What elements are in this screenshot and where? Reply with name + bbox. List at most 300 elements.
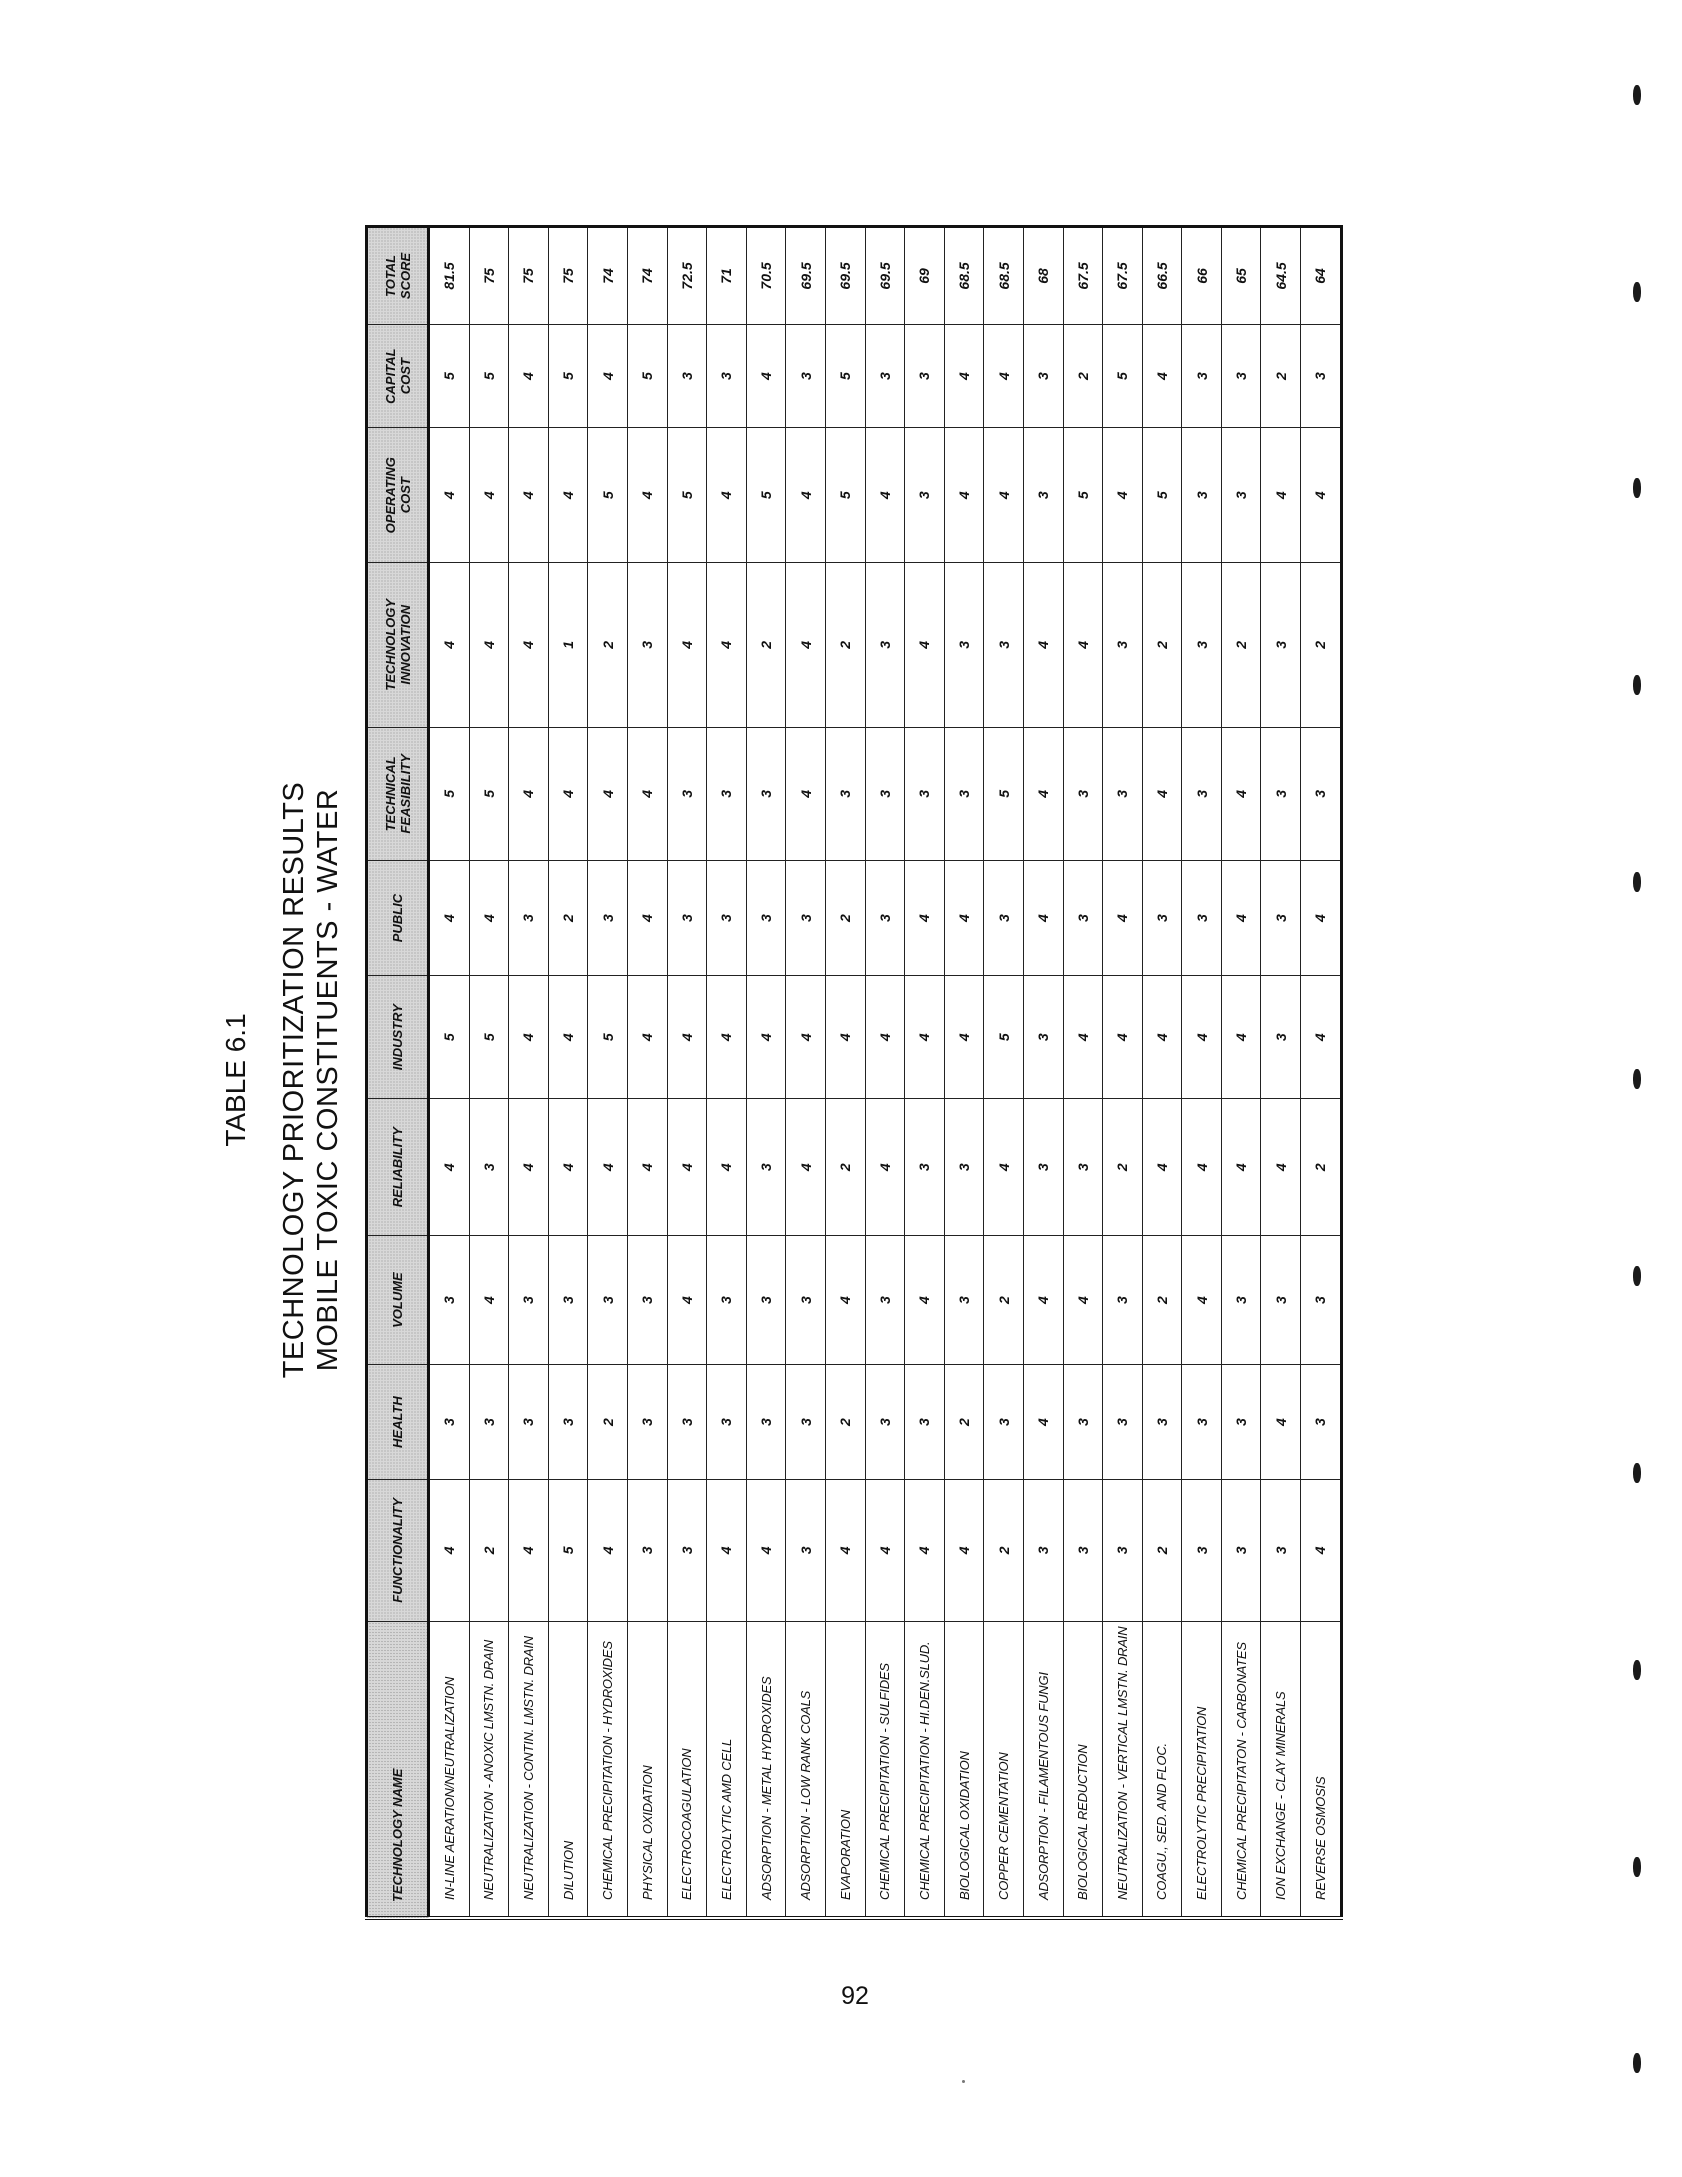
score-cell: 3	[548, 1236, 588, 1365]
score-cell: 3	[429, 1236, 470, 1365]
score-cell: 3	[1301, 1236, 1342, 1365]
total-score-cell: 70.5	[746, 227, 786, 325]
margin-mark	[1633, 1266, 1641, 1286]
score-cell: 3	[786, 861, 826, 976]
table-row	[1261, 227, 1301, 1919]
technology-name-cell: DILUTION	[548, 1621, 588, 1918]
score-cell: 4	[1142, 727, 1182, 860]
technology-name-cell: ELECTROLYTIC AMD CELL	[707, 1621, 747, 1918]
score-cell: 3	[1182, 1365, 1222, 1480]
score-cell: 3	[1063, 727, 1103, 860]
score-cell: 4	[1103, 976, 1143, 1099]
score-cell: 4	[548, 976, 588, 1099]
header-line: FEASIBILITY	[397, 754, 413, 834]
total-score-cell: 68.5	[984, 227, 1024, 325]
score-cell: 4	[707, 976, 747, 1099]
technology-name-cell: ADSORPTION - METAL HYDROXIDES	[746, 1621, 786, 1918]
score-cell: 4	[1182, 1236, 1222, 1365]
score-cell: 3	[865, 1236, 905, 1365]
score-cell: 3	[627, 563, 667, 728]
technology-name-cell: BIOLOGICAL REDUCTION	[1063, 1621, 1103, 1918]
margin-mark	[1633, 478, 1641, 498]
score-cell: 3	[786, 1236, 826, 1365]
score-cell: 2	[1261, 324, 1301, 428]
technology-name-cell: REVERSE OSMOSIS	[1301, 1621, 1342, 1918]
margin-mark	[1633, 282, 1641, 302]
table-row	[707, 227, 747, 1919]
total-score-cell: 74	[588, 227, 628, 325]
table-row	[469, 227, 509, 1919]
score-cell: 4	[509, 324, 549, 428]
score-cell: 4	[667, 1236, 707, 1365]
technology-name-cell: CHEMICAL PRECIPITATION - SULFIDES	[865, 1621, 905, 1918]
score-cell: 4	[588, 1099, 628, 1236]
score-cell: 4	[1221, 976, 1261, 1099]
score-cell: 4	[707, 1099, 747, 1236]
score-cell: 3	[786, 1365, 826, 1480]
margin-mark	[1633, 1069, 1641, 1089]
technology-name-cell: BIOLOGICAL OXIDATION	[944, 1621, 984, 1918]
score-cell: 4	[865, 1099, 905, 1236]
score-cell: 4	[984, 428, 1024, 563]
score-cell: 3	[1261, 1236, 1301, 1365]
score-cell: 2	[944, 1365, 984, 1480]
score-cell: 3	[905, 1099, 945, 1236]
score-cell: 4	[1182, 1099, 1222, 1236]
score-cell: 3	[865, 324, 905, 428]
score-cell: 4	[667, 976, 707, 1099]
margin-mark	[1633, 2053, 1641, 2073]
score-cell: 2	[825, 563, 865, 728]
total-score-cell: 71	[707, 227, 747, 325]
score-cell: 3	[1063, 1480, 1103, 1622]
table-row	[1023, 227, 1063, 1919]
score-cell: 3	[865, 1365, 905, 1480]
header-line: OPERATING	[382, 457, 398, 534]
score-cell: 3	[1182, 727, 1222, 860]
score-cell: 3	[1142, 861, 1182, 976]
score-cell: 3	[1221, 1236, 1261, 1365]
score-cell: 3	[944, 563, 984, 728]
header-public: PUBLIC	[367, 861, 429, 976]
header-line: SCORE	[397, 252, 413, 300]
score-cell: 2	[825, 1099, 865, 1236]
score-cell: 4	[786, 428, 826, 563]
prioritization-table	[365, 225, 1343, 1920]
score-cell: 3	[905, 727, 945, 860]
total-score-cell: 68	[1023, 227, 1063, 325]
header-total-score	[367, 227, 429, 325]
score-cell: 3	[1103, 727, 1143, 860]
score-cell: 4	[707, 1480, 747, 1622]
score-cell: 4	[627, 727, 667, 860]
score-cell: 3	[588, 861, 628, 976]
score-cell: 2	[1142, 563, 1182, 728]
total-score-cell: 67.5	[1103, 227, 1143, 325]
score-cell: 4	[1301, 428, 1342, 563]
score-cell: 2	[1301, 563, 1342, 728]
score-cell: 5	[548, 324, 588, 428]
score-cell: 3	[1261, 976, 1301, 1099]
score-cell: 4	[865, 1480, 905, 1622]
score-cell: 4	[905, 563, 945, 728]
score-cell: 3	[944, 1236, 984, 1365]
header-line: INNOVATION	[397, 604, 413, 685]
technology-name-cell: ELECTROLYTIC PRECIPITATION	[1182, 1621, 1222, 1918]
total-score-cell: 67.5	[1063, 227, 1103, 325]
total-score-cell: 69.5	[786, 227, 826, 325]
score-cell: 5	[667, 428, 707, 563]
header-line: TECHNOLOGY	[382, 598, 398, 691]
score-cell: 3	[786, 324, 826, 428]
technology-name-cell: CHEMICAL PRECIPITATION - HYDROXIDES	[588, 1621, 628, 1918]
score-cell: 2	[1142, 1480, 1182, 1622]
score-cell: 2	[825, 1365, 865, 1480]
score-cell: 2	[1221, 563, 1261, 728]
total-score-cell: 66	[1182, 227, 1222, 325]
score-cell: 3	[429, 1365, 470, 1480]
score-cell: 4	[509, 563, 549, 728]
score-cell: 4	[1063, 1236, 1103, 1365]
technology-name-cell: ELECTROCOAGULATION	[667, 1621, 707, 1918]
score-cell: 3	[865, 563, 905, 728]
technology-name-cell: PHYSICAL OXIDATION	[627, 1621, 667, 1918]
score-cell: 5	[1142, 428, 1182, 563]
score-cell: 3	[548, 1365, 588, 1480]
score-cell: 4	[429, 1480, 470, 1622]
score-cell: 3	[1023, 428, 1063, 563]
score-cell: 3	[746, 1236, 786, 1365]
score-cell: 2	[548, 861, 588, 976]
total-score-cell: 72.5	[667, 227, 707, 325]
total-score-cell: 64	[1301, 227, 1342, 325]
header-capital-cost	[367, 324, 429, 428]
score-cell: 3	[984, 1365, 1024, 1480]
score-cell: 4	[1142, 324, 1182, 428]
technology-name-cell: NEUTRALIZATION - ANOXIC LMSTN. DRAIN	[469, 1621, 509, 1918]
technology-name-cell: NEUTRALIZATION - CONTIN. LMSTN. DRAIN	[509, 1621, 549, 1918]
table-row	[509, 227, 549, 1919]
score-cell: 4	[1103, 428, 1143, 563]
score-cell: 5	[469, 727, 509, 860]
score-cell: 3	[627, 1236, 667, 1365]
total-score-cell: 69.5	[865, 227, 905, 325]
table-row	[1063, 227, 1103, 1919]
score-cell: 5	[429, 324, 470, 428]
score-cell: 3	[667, 1365, 707, 1480]
table-row	[1301, 227, 1342, 1919]
score-cell: 3	[944, 727, 984, 860]
table-row	[1182, 227, 1222, 1919]
score-cell: 3	[1103, 1365, 1143, 1480]
score-cell: 3	[588, 1236, 628, 1365]
score-cell: 3	[667, 1480, 707, 1622]
score-cell: 3	[707, 1236, 747, 1365]
score-cell: 4	[944, 861, 984, 976]
header-technology-name: TECHNOLOGY NAME	[367, 1621, 429, 1918]
score-cell: 4	[1221, 861, 1261, 976]
score-cell: 2	[1301, 1099, 1342, 1236]
score-cell: 5	[984, 976, 1024, 1099]
score-cell: 4	[429, 861, 470, 976]
score-cell: 3	[627, 1365, 667, 1480]
table-row	[588, 227, 628, 1919]
score-cell: 3	[1103, 1480, 1143, 1622]
score-cell: 5	[548, 1480, 588, 1622]
score-cell: 3	[1261, 727, 1301, 860]
score-cell: 3	[1221, 324, 1261, 428]
score-cell: 3	[707, 324, 747, 428]
score-cell: 3	[627, 1480, 667, 1622]
score-cell: 3	[707, 1365, 747, 1480]
score-cell: 4	[509, 976, 549, 1099]
score-cell: 4	[746, 1480, 786, 1622]
score-cell: 5	[469, 976, 509, 1099]
score-cell: 3	[1182, 1480, 1222, 1622]
table-title-line-2: MOBILE TOXIC CONSTITUENTS - WATER	[312, 788, 344, 1372]
score-cell: 3	[905, 324, 945, 428]
score-cell: 3	[746, 1099, 786, 1236]
score-cell: 4	[865, 428, 905, 563]
score-cell: 4	[1301, 976, 1342, 1099]
score-cell: 4	[825, 1480, 865, 1622]
score-cell: 4	[1063, 563, 1103, 728]
score-cell: 4	[1301, 1480, 1342, 1622]
total-score-cell: 69	[905, 227, 945, 325]
total-score-cell: 66.5	[1142, 227, 1182, 325]
score-cell: 2	[469, 1480, 509, 1622]
score-cell: 4	[1023, 1365, 1063, 1480]
table-row	[429, 227, 470, 1919]
technology-name-cell: COPPER CEMENTATION	[984, 1621, 1024, 1918]
score-cell: 4	[825, 976, 865, 1099]
score-cell: 4	[944, 976, 984, 1099]
score-cell: 4	[905, 1236, 945, 1365]
score-cell: 3	[1023, 1480, 1063, 1622]
table-row	[825, 227, 865, 1919]
score-cell: 4	[1261, 428, 1301, 563]
table-row	[548, 227, 588, 1919]
score-cell: 3	[1182, 861, 1222, 976]
table-row	[746, 227, 786, 1919]
score-cell: 2	[825, 861, 865, 976]
score-cell: 4	[1142, 976, 1182, 1099]
margin-mark	[1633, 85, 1641, 105]
score-cell: 4	[746, 976, 786, 1099]
header-line: COST	[397, 358, 413, 395]
score-cell: 3	[1221, 1365, 1261, 1480]
score-cell: 5	[1103, 324, 1143, 428]
score-cell: 4	[786, 563, 826, 728]
score-cell: 3	[509, 861, 549, 976]
table-row	[1221, 227, 1261, 1919]
score-cell: 3	[984, 861, 1024, 976]
technology-name-cell: ION EXCHANGE - CLAY MINERALS	[1261, 1621, 1301, 1918]
score-cell: 3	[1142, 1365, 1182, 1480]
score-cell: 3	[865, 727, 905, 860]
score-cell: 3	[1261, 563, 1301, 728]
technology-name-cell: EVAPORATION	[825, 1621, 865, 1918]
score-cell: 4	[1023, 563, 1063, 728]
header-line: COST	[397, 477, 413, 514]
margin-mark	[1633, 1660, 1641, 1680]
score-cell: 3	[746, 861, 786, 976]
header-volume: VOLUME	[367, 1236, 429, 1365]
score-cell: 3	[1063, 861, 1103, 976]
technology-name-cell: IN-LINE AERATION/NEUTRALIZATION	[429, 1621, 470, 1918]
table-id: TABLE 6.1	[220, 1013, 251, 1147]
score-cell: 5	[588, 428, 628, 563]
technology-name-cell: CHEMICAL PRECIPITATION - HI.DEN.SLUD.	[905, 1621, 945, 1918]
score-cell: 4	[905, 1480, 945, 1622]
score-cell: 2	[1063, 324, 1103, 428]
score-cell: 4	[905, 861, 945, 976]
total-score-cell: 69.5	[825, 227, 865, 325]
score-cell: 5	[469, 324, 509, 428]
score-cell: 4	[707, 428, 747, 563]
margin-mark	[1633, 675, 1641, 695]
header-line: TOTAL	[382, 254, 398, 297]
score-cell: 4	[1261, 1099, 1301, 1236]
score-cell: 3	[1221, 428, 1261, 563]
header-reliability: RELIABILITY	[367, 1099, 429, 1236]
page-number: 92	[841, 1982, 869, 2010]
score-cell: 5	[825, 428, 865, 563]
total-score-cell: 65	[1221, 227, 1261, 325]
score-cell: 3	[667, 324, 707, 428]
score-cell: 4	[1142, 1099, 1182, 1236]
score-cell: 4	[509, 727, 549, 860]
score-cell: 3	[469, 1365, 509, 1480]
score-cell: 3	[667, 861, 707, 976]
total-score-cell: 75	[509, 227, 549, 325]
technology-name-cell: ADSORPTION - FILAMENTOUS FUNGI	[1023, 1621, 1063, 1918]
score-cell: 2	[588, 563, 628, 728]
score-cell: 3	[1023, 976, 1063, 1099]
table-row	[944, 227, 984, 1919]
score-cell: 3	[746, 727, 786, 860]
score-cell: 5	[627, 324, 667, 428]
technology-name-cell: NEUTRALIZATION - VERTICAL LMSTN. DRAIN	[1103, 1621, 1143, 1918]
score-cell: 3	[1023, 1099, 1063, 1236]
score-cell: 3	[825, 727, 865, 860]
score-cell: 4	[667, 563, 707, 728]
score-cell: 3	[1023, 324, 1063, 428]
score-cell: 4	[469, 1236, 509, 1365]
score-cell: 4	[469, 861, 509, 976]
score-cell: 3	[905, 1365, 945, 1480]
header-functionality: FUNCTIONALITY	[367, 1480, 429, 1622]
table-row	[667, 227, 707, 1919]
header-line: CAPITAL	[382, 348, 398, 404]
score-cell: 4	[588, 727, 628, 860]
score-cell: 3	[865, 861, 905, 976]
score-cell: 3	[707, 861, 747, 976]
score-cell: 3	[667, 727, 707, 860]
score-cell: 4	[627, 428, 667, 563]
score-cell: 2	[746, 563, 786, 728]
score-cell: 4	[469, 563, 509, 728]
header-technical-feasibility	[367, 727, 429, 860]
score-cell: 2	[1103, 1099, 1143, 1236]
table-title-line-1: TECHNOLOGY PRIORITIZATION RESULTS	[278, 781, 310, 1379]
score-cell: 4	[865, 976, 905, 1099]
header-row	[367, 227, 429, 1919]
score-cell: 4	[429, 1099, 470, 1236]
table-row	[1103, 227, 1143, 1919]
score-cell: 4	[707, 563, 747, 728]
score-cell: 4	[1023, 861, 1063, 976]
score-cell: 4	[1103, 861, 1143, 976]
score-cell: 4	[509, 1099, 549, 1236]
score-cell: 4	[1301, 861, 1342, 976]
rotated-table-area	[220, 200, 1420, 1960]
score-cell: 3	[1221, 1480, 1261, 1622]
margin-mark	[1633, 1463, 1641, 1483]
header-technology-innovation	[367, 563, 429, 728]
score-cell: 3	[1063, 1099, 1103, 1236]
score-cell: 3	[1103, 1236, 1143, 1365]
score-cell: 5	[825, 324, 865, 428]
score-cell: 3	[1103, 563, 1143, 728]
score-cell: 4	[627, 1099, 667, 1236]
score-cell: 3	[944, 1099, 984, 1236]
total-score-cell: 68.5	[944, 227, 984, 325]
score-cell: 4	[548, 727, 588, 860]
technology-name-cell: ADSORPTION - LOW RANK COALS	[786, 1621, 826, 1918]
table-row	[865, 227, 905, 1919]
score-cell: 3	[707, 727, 747, 860]
score-cell: 3	[1301, 727, 1342, 860]
score-cell: 4	[944, 324, 984, 428]
table-row	[627, 227, 667, 1919]
table-row	[905, 227, 945, 1919]
score-cell: 2	[984, 1480, 1024, 1622]
technology-name-cell: COAGU., SED. AND FLOC.	[1142, 1621, 1182, 1918]
score-cell: 4	[429, 428, 470, 563]
score-cell: 4	[984, 1099, 1024, 1236]
score-cell: 4	[588, 1480, 628, 1622]
score-cell: 3	[1182, 324, 1222, 428]
score-cell: 4	[1023, 1236, 1063, 1365]
score-cell: 3	[509, 1236, 549, 1365]
score-cell: 3	[1301, 324, 1342, 428]
score-cell: 2	[984, 1236, 1024, 1365]
score-cell: 4	[627, 861, 667, 976]
table-row	[984, 227, 1024, 1919]
total-score-cell: 75	[548, 227, 588, 325]
technology-name-cell: CHEMICAL PRECIPITATON - CARBONATES	[1221, 1621, 1261, 1918]
score-cell: 4	[825, 1236, 865, 1365]
score-cell: 4	[509, 1480, 549, 1622]
header-line: TECHNICAL	[382, 756, 398, 832]
score-cell: 5	[588, 976, 628, 1099]
score-cell: 3	[1261, 861, 1301, 976]
score-cell: 4	[548, 428, 588, 563]
score-cell: 3	[1063, 1365, 1103, 1480]
score-cell: 4	[1182, 976, 1222, 1099]
total-score-cell: 81.5	[429, 227, 470, 325]
score-cell: 1	[548, 563, 588, 728]
score-cell: 3	[746, 1365, 786, 1480]
total-score-cell: 74	[627, 227, 667, 325]
score-cell: 3	[469, 1099, 509, 1236]
table-row	[1142, 227, 1182, 1919]
total-score-cell: 64.5	[1261, 227, 1301, 325]
score-cell: 4	[786, 1099, 826, 1236]
score-cell: 3	[1182, 563, 1222, 728]
score-cell: 3	[786, 1480, 826, 1622]
